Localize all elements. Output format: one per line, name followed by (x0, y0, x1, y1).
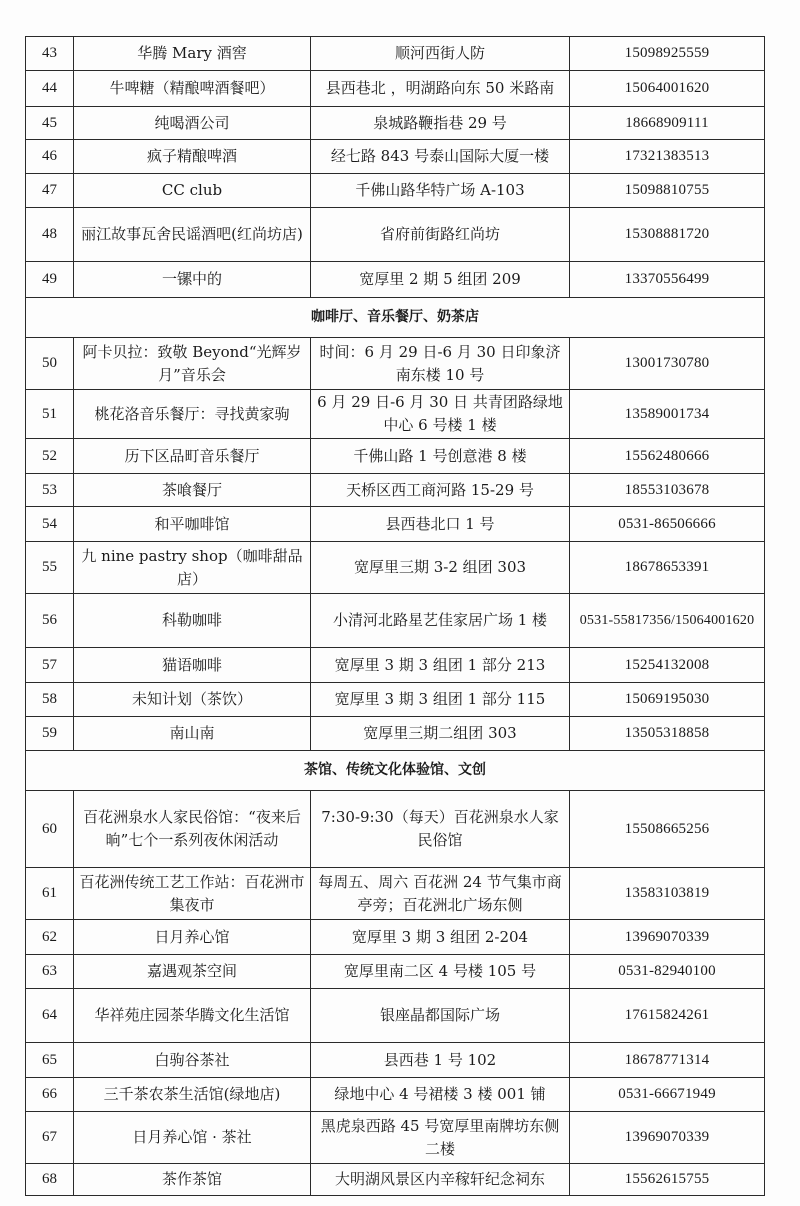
venue-address-cell: 绿地中心 4 号裙楼 3 楼 001 铺 (311, 1078, 570, 1112)
row-number-cell: 52 (26, 439, 74, 474)
venue-phone-cell: 15562615755 (570, 1164, 765, 1196)
table-row (26, 37, 765, 71)
row-number-cell: 44 (26, 71, 74, 107)
row-number-cell: 47 (26, 174, 74, 208)
row-number-cell: 48 (26, 208, 74, 262)
table-row (26, 1043, 765, 1078)
venue-name-cell: 未知计划（茶饮） (74, 683, 311, 717)
venue-address-cell: 银座晶都国际广场 (311, 989, 570, 1043)
venue-phone-cell: 15562480666 (570, 439, 765, 474)
table-row (26, 791, 765, 868)
table-row (26, 648, 765, 683)
venue-phone-cell: 15064001620 (570, 71, 765, 107)
venue-address-cell: 省府前街路红尚坊 (311, 208, 570, 262)
row-number-cell: 57 (26, 648, 74, 683)
venue-phone-cell: 13589001734 (570, 390, 765, 439)
table-row (26, 474, 765, 507)
venue-phone-cell: 17321383513 (570, 140, 765, 174)
venue-name-cell: 九 nine pastry shop（咖啡甜品店） (74, 542, 311, 594)
table-section-header (26, 751, 765, 791)
venue-phone-cell: 15254132008 (570, 648, 765, 683)
venue-address-cell: 县西巷北口 1 号 (311, 507, 570, 542)
table-row (26, 542, 765, 594)
venue-address-cell: 千佛山路 1 号创意港 8 楼 (311, 439, 570, 474)
venue-phone-cell: 13583103819 (570, 868, 765, 920)
table-body-cafes (26, 338, 765, 751)
venue-name-cell: 桃花洛音乐餐厅：寻找黄家驹 (74, 390, 311, 439)
venue-phone-cell: 18678771314 (570, 1043, 765, 1078)
venue-phone-cell: 13969070339 (570, 920, 765, 955)
row-number-cell: 64 (26, 989, 74, 1043)
venue-name-cell: 科勒咖啡 (74, 594, 311, 648)
venue-address-cell: 宽厚里三期 3-2 组团 303 (311, 542, 570, 594)
venue-phone-cell: 15098925559 (570, 37, 765, 71)
venue-phone-cell: 0531-66671949 (570, 1078, 765, 1112)
table-row (26, 683, 765, 717)
table-row (26, 920, 765, 955)
venue-name-cell: 历下区品町音乐餐厅 (74, 439, 311, 474)
venue-name-cell: 茶作茶馆 (74, 1164, 311, 1196)
row-number-cell: 58 (26, 683, 74, 717)
venue-name-cell: 南山南 (74, 717, 311, 751)
venue-name-cell: 和平咖啡馆 (74, 507, 311, 542)
venue-phone-cell: 13370556499 (570, 262, 765, 298)
table-row (26, 390, 765, 439)
row-number-cell: 68 (26, 1164, 74, 1196)
venue-phone-cell: 0531-82940100 (570, 955, 765, 989)
table-row (26, 955, 765, 989)
venue-address-cell: 小清河北路星艺佳家居广场 1 楼 (311, 594, 570, 648)
section-row-teahouses (26, 751, 765, 791)
venue-address-cell: 顺河西街人防 (311, 37, 570, 71)
venue-phone-cell: 18553103678 (570, 474, 765, 507)
venue-name-cell: 日月养心馆 · 茶社 (74, 1112, 311, 1164)
table-row (26, 174, 765, 208)
row-number-cell: 61 (26, 868, 74, 920)
row-number-cell: 51 (26, 390, 74, 439)
table-row (26, 1078, 765, 1112)
table-row (26, 1164, 765, 1196)
venue-address-cell: 宽厚里三期二组团 303 (311, 717, 570, 751)
table-row (26, 107, 765, 140)
venue-phone-cell: 15508665256 (570, 791, 765, 868)
venue-phone-cell: 0531-86506666 (570, 507, 765, 542)
row-number-cell: 65 (26, 1043, 74, 1078)
row-number-cell: 56 (26, 594, 74, 648)
venue-phone-cell: 13969070339 (570, 1112, 765, 1164)
venue-name-cell: 华祥苑庄园茶华腾文化生活馆 (74, 989, 311, 1043)
venue-name-cell: 纯喝酒公司 (74, 107, 311, 140)
venue-name-cell: 茶喰餐厅 (74, 474, 311, 507)
venue-phone-cell: 18678653391 (570, 542, 765, 594)
table-row (26, 594, 765, 648)
row-number-cell: 66 (26, 1078, 74, 1112)
venue-address-cell: 经七路 843 号泰山国际大厦一楼 (311, 140, 570, 174)
table-row (26, 507, 765, 542)
venue-name-cell: 猫语咖啡 (74, 648, 311, 683)
venue-phone-cell: 15308881720 (570, 208, 765, 262)
venue-address-cell: 县西巷 1 号 102 (311, 1043, 570, 1078)
venue-address-cell: 县西巷北 ，明湖路向东 50 米路南 (311, 71, 570, 107)
venue-name-cell: 丽江故事瓦舍民谣酒吧(红尚坊店) (74, 208, 311, 262)
row-number-cell: 60 (26, 791, 74, 868)
section-title-teahouses: 茶馆、传统文化体验馆、文创 (26, 751, 765, 791)
venue-table (25, 36, 765, 1196)
row-number-cell: 53 (26, 474, 74, 507)
venue-name-cell: 百花洲泉水人家民俗馆：“夜来后晌”七个一系列夜休闲活动 (74, 791, 311, 868)
table-row (26, 140, 765, 174)
venue-name-cell: 阿卡贝拉：致敬 Beyond“光辉岁月”音乐会 (74, 338, 311, 390)
table-section-header (26, 298, 765, 338)
venue-address-cell: 6 月 29 日-6 月 30 日 共青团路绿地中心 6 号楼 1 楼 (311, 390, 570, 439)
section-title-cafes: 咖啡厅、音乐餐厅、奶茶店 (26, 298, 765, 338)
venue-address-cell: 宽厚里南二区 4 号楼 105 号 (311, 955, 570, 989)
section-row-cafes (26, 298, 765, 338)
row-number-cell: 55 (26, 542, 74, 594)
row-number-cell: 54 (26, 507, 74, 542)
venue-address-cell: 泉城路鞭指巷 29 号 (311, 107, 570, 140)
venue-name-cell: 一镙中的 (74, 262, 311, 298)
venue-address-cell: 7:30-9:30（每天）百花洲泉水人家民俗馆 (311, 791, 570, 868)
venue-address-cell: 宽厚里 3 期 3 组团 1 部分 115 (311, 683, 570, 717)
row-number-cell: 49 (26, 262, 74, 298)
venue-phone-cell: 15069195030 (570, 683, 765, 717)
table-row (26, 717, 765, 751)
venue-address-cell: 时间：6 月 29 日-6 月 30 日印象济南东楼 10 号 (311, 338, 570, 390)
venue-phone-cell: 17615824261 (570, 989, 765, 1043)
table-row (26, 989, 765, 1043)
table-row (26, 868, 765, 920)
row-number-cell: 63 (26, 955, 74, 989)
table-row (26, 338, 765, 390)
venue-address-cell: 千佛山路华特广场 A-103 (311, 174, 570, 208)
table-row (26, 71, 765, 107)
row-number-cell: 67 (26, 1112, 74, 1164)
venue-phone-cell: 15098810755 (570, 174, 765, 208)
row-number-cell: 46 (26, 140, 74, 174)
venue-address-cell: 宽厚里 3 期 3 组团 1 部分 213 (311, 648, 570, 683)
venue-address-cell: 每周五、周六 百花洲 24 节气集市商亭旁；百花洲北广场东侧 (311, 868, 570, 920)
venue-name-cell: 百花洲传统工艺工作站：百花洲市集夜市 (74, 868, 311, 920)
venue-name-cell: 日月养心馆 (74, 920, 311, 955)
row-number-cell: 59 (26, 717, 74, 751)
venue-address-cell: 黑虎泉西路 45 号宽厚里南牌坊东侧二楼 (311, 1112, 570, 1164)
table-row (26, 208, 765, 262)
venue-phone-cell: 13505318858 (570, 717, 765, 751)
venue-name-cell: 白驹谷茶社 (74, 1043, 311, 1078)
venue-name-cell: 嘉遇观茶空间 (74, 955, 311, 989)
table-row (26, 262, 765, 298)
table-row (26, 439, 765, 474)
venue-name-cell: 华腾 Mary 酒窖 (74, 37, 311, 71)
venue-phone-cell: 13001730780 (570, 338, 765, 390)
venue-name-cell: 牛啤糖（精酿啤酒餐吧） (74, 71, 311, 107)
venue-address-cell: 大明湖风景区内辛稼轩纪念祠东 (311, 1164, 570, 1196)
venue-phone-cell: 0531-55817356/15064001620 (570, 594, 765, 648)
row-number-cell: 62 (26, 920, 74, 955)
venue-name-cell: 三千茶农茶生活馆(绿地店) (74, 1078, 311, 1112)
table-body-bars (26, 37, 765, 298)
venue-phone-cell: 18668909111 (570, 107, 765, 140)
venue-address-cell: 天桥区西工商河路 15-29 号 (311, 474, 570, 507)
table-row (26, 1112, 765, 1164)
row-number-cell: 50 (26, 338, 74, 390)
table-body-teahouses (26, 791, 765, 1196)
venue-name-cell: 疯子精酿啤酒 (74, 140, 311, 174)
venue-address-cell: 宽厚里 3 期 3 组团 2-204 (311, 920, 570, 955)
venue-name-cell: CC club (74, 174, 311, 208)
row-number-cell: 43 (26, 37, 74, 71)
venue-address-cell: 宽厚里 2 期 5 组团 209 (311, 262, 570, 298)
row-number-cell: 45 (26, 107, 74, 140)
